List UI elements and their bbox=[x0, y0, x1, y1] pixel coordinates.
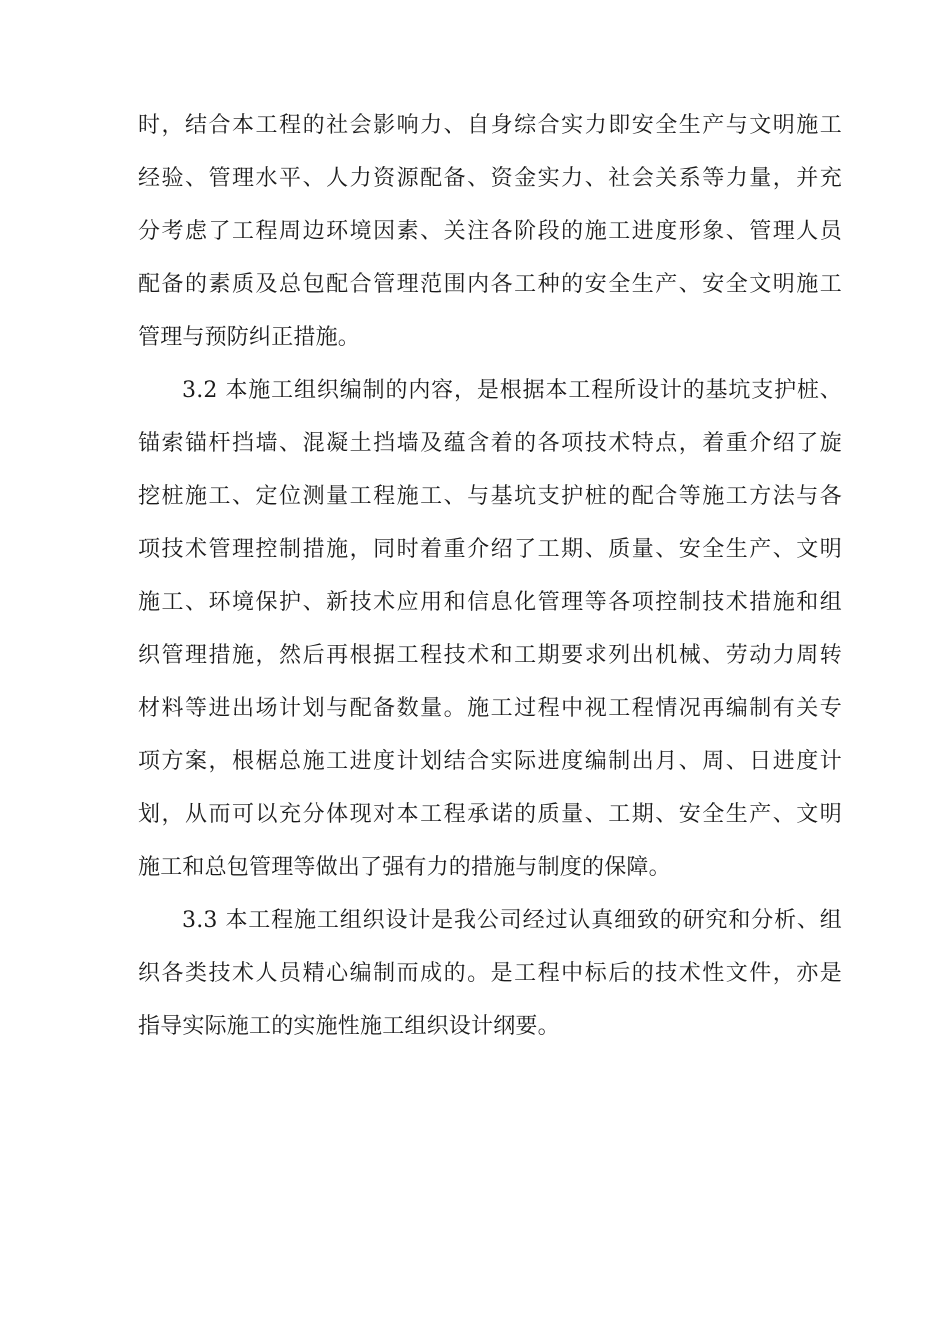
body-text bbox=[138, 106, 842, 1060]
paragraph-line: 材料等进出场计划与配备数量。施工过程中视工程情况再编制有关专 bbox=[138, 696, 842, 721]
paragraph-line: 织各类技术人员精心编制而成的。是工程中标后的技术性文件，亦是 bbox=[138, 961, 842, 986]
paragraph-line: 配备的素质及总包配合管理范围内各工种的安全生产、安全文明施工 bbox=[138, 272, 842, 297]
paragraph-line: 挖桩施工、定位测量工程施工、与基坑支护桩的配合等施工方法与各 bbox=[138, 484, 842, 509]
section-3-3-first-line: 3.3 本工程施工组织设计是我公司经过认真细致的研究和分析、组 bbox=[182, 908, 842, 933]
paragraph-line: 分考虑了工程周边环境因素、关注各阶段的施工进度形象、管理人员 bbox=[138, 219, 842, 244]
paragraph-line: 施工、环境保护、新技术应用和信息化管理等各项控制技术措施和组 bbox=[138, 590, 842, 615]
paragraph-line: 划，从而可以充分体现对本工程承诺的质量、工期、安全生产、文明 bbox=[138, 802, 842, 827]
paragraph-line: 经验、管理水平、人力资源配备、资金实力、社会关系等力量，并充 bbox=[138, 166, 842, 191]
paragraph-line: 项方案，根椐总施工进度计划结合实际进度编制出月、周、日进度计 bbox=[138, 749, 842, 774]
paragraph-line: 时，结合本工程的社会影响力、自身综合实力即安全生产与文明施工 bbox=[138, 113, 842, 138]
paragraph-line: 指导实际施工的实施性施工组织设计纲要。 bbox=[138, 1014, 560, 1039]
paragraph-line: 锚索锚杆挡墙、混凝土挡墙及蕴含着的各项技术特点，着重介绍了旋 bbox=[138, 431, 842, 456]
paragraph-line: 织管理措施，然后再根据工程技术和工期要求列出机械、劳动力周转 bbox=[138, 643, 842, 668]
paragraph-line: 施工和总包管理等做出了强有力的措施与制度的保障。 bbox=[138, 855, 671, 880]
paragraph-line: 项技术管理控制措施，同时着重介绍了工期、质量、安全生产、文明 bbox=[138, 537, 842, 562]
paragraph-line: 管理与预防纠正措施。 bbox=[138, 325, 361, 350]
section-3-2-first-line: 3.2 本施工组织编制的内容，是根据本工程所设计的基坑支护桩、 bbox=[182, 378, 842, 403]
